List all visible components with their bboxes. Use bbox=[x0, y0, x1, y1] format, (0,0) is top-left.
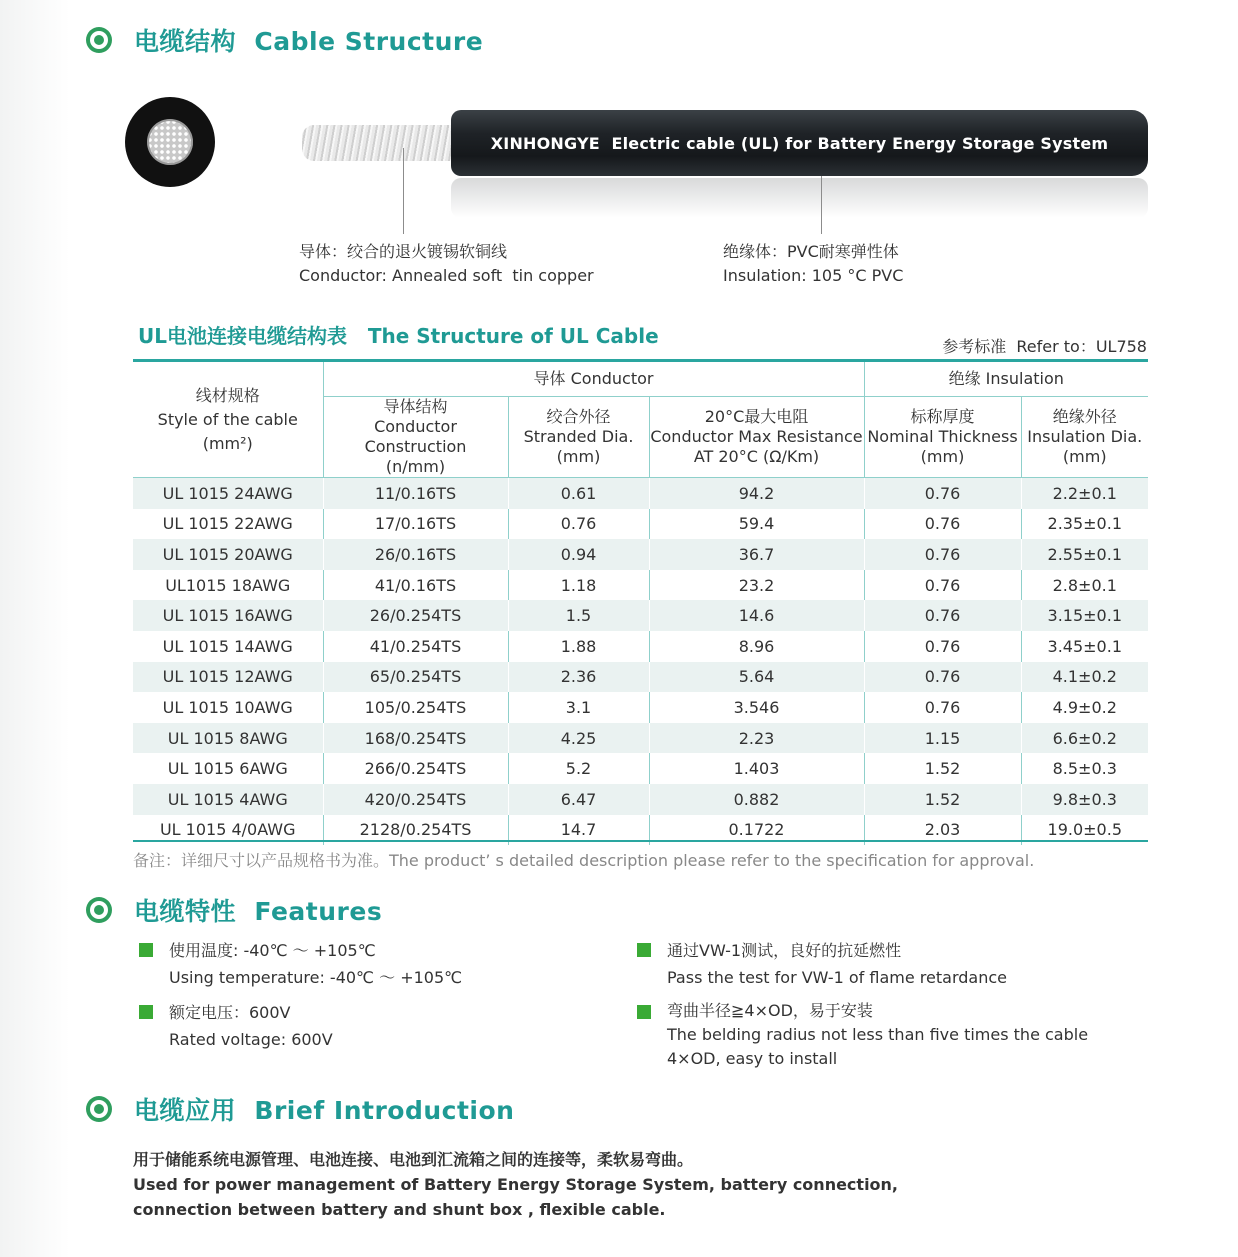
cell-construction: 11/0.16TS bbox=[323, 478, 508, 509]
cell-insulation-dia: 19.0±0.5 bbox=[1021, 815, 1148, 846]
section-header-structure bbox=[86, 22, 483, 58]
green-square-icon bbox=[139, 943, 153, 957]
header-cn: 20°C最大电阻 bbox=[704, 407, 809, 426]
cell-thickness: 0.76 bbox=[864, 539, 1021, 570]
cell-thickness: 0.76 bbox=[864, 631, 1021, 662]
header-unit: AT 20°C (Ω/Km) bbox=[693, 447, 820, 466]
header-stranded-dia bbox=[508, 397, 649, 478]
cell-style: UL 1015 14AWG bbox=[133, 631, 323, 662]
cell-style: UL1015 18AWG bbox=[133, 570, 323, 601]
cell-thickness: 0.76 bbox=[864, 600, 1021, 631]
cell-insulation-dia: 2.55±0.1 bbox=[1021, 539, 1148, 570]
cell-thickness: 0.76 bbox=[864, 509, 1021, 540]
cell-stranded-dia: 2.36 bbox=[508, 662, 649, 693]
cell-resistance: 2.23 bbox=[649, 723, 864, 754]
cell-resistance: 1.403 bbox=[649, 753, 864, 784]
intro-text: 用于储能系统电源管理、电池连接、电池到汇流箱之间的连接等，柔软易弯曲。 Used for power management of Battery Energy Storage System, battery connection, connection between battery and shunt box , flexible cable. bbox=[133, 1150, 899, 1219]
cell-resistance: 59.4 bbox=[649, 509, 864, 540]
cell-stranded-dia: 6.47 bbox=[508, 784, 649, 815]
table-row bbox=[133, 600, 1148, 631]
cable-jacket-image bbox=[451, 110, 1148, 176]
table-row bbox=[133, 723, 1148, 754]
ring-bullet-icon bbox=[86, 897, 112, 923]
cell-thickness: 0.76 bbox=[864, 478, 1021, 509]
conductor-callout-cn: 导体：绞合的退火镀锡软铜线 bbox=[299, 242, 508, 261]
ring-bullet-icon bbox=[86, 1096, 112, 1122]
cell-construction: 26/0.254TS bbox=[323, 600, 508, 631]
section-header-intro bbox=[86, 1091, 514, 1127]
cell-resistance: 23.2 bbox=[649, 570, 864, 601]
header-style-unit: (mm²) bbox=[202, 433, 253, 453]
conductor-callout-line bbox=[403, 148, 404, 234]
header-max-resistance bbox=[649, 397, 864, 478]
cell-construction: 266/0.254TS bbox=[323, 753, 508, 784]
table-note: 备注：详细尺寸以产品规格书为准。The product’ s detailed description please refer to the specification for approval. bbox=[133, 851, 1035, 870]
cell-stranded-dia: 1.18 bbox=[508, 570, 649, 601]
cell-insulation-dia: 3.45±0.1 bbox=[1021, 631, 1148, 662]
cell-insulation-dia: 8.5±0.3 bbox=[1021, 753, 1148, 784]
cell-insulation-dia: 4.9±0.2 bbox=[1021, 692, 1148, 723]
cell-insulation-dia: 3.15±0.1 bbox=[1021, 600, 1148, 631]
feature-item-bend-radius bbox=[637, 999, 1088, 1071]
cell-thickness: 0.76 bbox=[864, 692, 1021, 723]
cell-resistance: 3.546 bbox=[649, 692, 864, 723]
header-unit: (mm) bbox=[920, 447, 965, 466]
cell-insulation-dia: 2.8±0.1 bbox=[1021, 570, 1148, 601]
table-title: UL电池连接电缆结构表 The Structure of UL Cable bbox=[138, 324, 659, 348]
insulation-callout-en: Insulation: 105 °C PVC bbox=[723, 266, 904, 285]
header-unit: (mm) bbox=[556, 447, 601, 466]
cell-resistance: 8.96 bbox=[649, 631, 864, 662]
conductor-callout bbox=[299, 240, 594, 288]
table-row bbox=[133, 478, 1148, 509]
table-row bbox=[133, 753, 1148, 784]
header-construction bbox=[323, 397, 508, 478]
cell-thickness: 0.76 bbox=[864, 662, 1021, 693]
cell-style: UL 1015 4/0AWG bbox=[133, 815, 323, 846]
header-en: Conductor Construction bbox=[364, 417, 467, 456]
cell-insulation-dia: 2.2±0.1 bbox=[1021, 478, 1148, 509]
section-title-intro: 电缆应用 Brief Introduction bbox=[134, 1096, 515, 1125]
cell-resistance: 0.882 bbox=[649, 784, 864, 815]
feature-text: 额定电压：600V Rated voltage: 600V bbox=[169, 1003, 333, 1049]
feature-item-voltage bbox=[139, 999, 333, 1053]
cell-construction: 168/0.254TS bbox=[323, 723, 508, 754]
section-title-structure: 电缆结构 Cable Structure bbox=[134, 27, 484, 56]
cell-insulation-dia: 2.35±0.1 bbox=[1021, 509, 1148, 540]
cell-style: UL 1015 4AWG bbox=[133, 784, 323, 815]
section-title-features: 电缆特性 Features bbox=[134, 897, 383, 926]
cell-style: UL 1015 24AWG bbox=[133, 478, 323, 509]
table-row bbox=[133, 631, 1148, 662]
header-en: Conductor Max Resistance bbox=[650, 427, 863, 446]
header-en: Nominal Thickness bbox=[867, 427, 1018, 446]
table-row bbox=[133, 570, 1148, 601]
cell-stranded-dia: 1.88 bbox=[508, 631, 649, 662]
table-bottom-rule bbox=[133, 840, 1148, 842]
stranded-conductor-image bbox=[302, 125, 460, 161]
page-left-shade bbox=[0, 0, 70, 1257]
cell-thickness: 1.15 bbox=[864, 723, 1021, 754]
cell-construction: 41/0.254TS bbox=[323, 631, 508, 662]
green-square-icon bbox=[139, 1005, 153, 1019]
cell-stranded-dia: 0.61 bbox=[508, 478, 649, 509]
conductor-callout-en: Conductor: Annealed soft tin copper bbox=[299, 266, 594, 285]
header-unit: (mm) bbox=[1062, 447, 1107, 466]
cell-resistance: 36.7 bbox=[649, 539, 864, 570]
header-group-insulation: 绝缘 Insulation bbox=[864, 362, 1148, 397]
insulation-callout-line bbox=[821, 176, 822, 234]
cell-insulation-dia: 6.6±0.2 bbox=[1021, 723, 1148, 754]
section-header-features bbox=[86, 892, 382, 928]
cell-construction: 17/0.16TS bbox=[323, 509, 508, 540]
insulation-callout bbox=[723, 240, 903, 288]
cell-stranded-dia: 0.76 bbox=[508, 509, 649, 540]
header-insulation-dia bbox=[1021, 397, 1148, 478]
header-cn: 导体结构 bbox=[383, 397, 448, 416]
cell-style: UL 1015 16AWG bbox=[133, 600, 323, 631]
cable-cross-section-icon bbox=[125, 97, 215, 187]
cell-stranded-dia: 3.1 bbox=[508, 692, 649, 723]
feature-item-temperature bbox=[139, 937, 462, 991]
cell-resistance: 94.2 bbox=[649, 478, 864, 509]
cell-construction: 65/0.254TS bbox=[323, 662, 508, 693]
green-square-icon bbox=[637, 943, 651, 957]
cell-style: UL 1015 6AWG bbox=[133, 753, 323, 784]
spec-table bbox=[133, 362, 1148, 845]
refer-standard: 参考标准 Refer to：UL758 bbox=[942, 337, 1147, 356]
ring-bullet-icon bbox=[86, 27, 112, 53]
header-cn: 绝缘外径 bbox=[1052, 407, 1117, 426]
cell-resistance: 14.6 bbox=[649, 600, 864, 631]
cell-style: UL 1015 8AWG bbox=[133, 723, 323, 754]
cable-print-text: XINHONGYE Electric cable (UL) for Battery Energy Storage System bbox=[490, 133, 1109, 153]
cell-resistance: 0.1722 bbox=[649, 815, 864, 846]
cell-style: UL 1015 20AWG bbox=[133, 539, 323, 570]
insulation-callout-cn: 绝缘体：PVC耐寒弹性体 bbox=[723, 242, 899, 261]
cell-style: UL 1015 22AWG bbox=[133, 509, 323, 540]
feature-item-vw1 bbox=[637, 937, 1007, 991]
header-style bbox=[133, 362, 323, 478]
cell-stranded-dia: 1.5 bbox=[508, 600, 649, 631]
feature-text: 通过VW-1测试，良好的抗延燃性 Pass the test for VW-1 of flame retardance bbox=[667, 941, 1007, 987]
table-row bbox=[133, 662, 1148, 693]
cell-stranded-dia: 5.2 bbox=[508, 753, 649, 784]
header-cn: 标称厚度 bbox=[910, 407, 975, 426]
cell-insulation-dia: 4.1±0.2 bbox=[1021, 662, 1148, 693]
cell-thickness: 1.52 bbox=[864, 784, 1021, 815]
table-row bbox=[133, 539, 1148, 570]
green-square-icon bbox=[637, 1005, 651, 1019]
feature-text: 弯曲半径≧4×OD，易于安装 The belding radius not less than five times the cable 4×OD, easy to install bbox=[667, 1001, 1089, 1068]
cell-construction: 2128/0.254TS bbox=[323, 815, 508, 846]
cell-stranded-dia: 0.94 bbox=[508, 539, 649, 570]
cell-resistance: 5.64 bbox=[649, 662, 864, 693]
cell-insulation-dia: 9.8±0.3 bbox=[1021, 784, 1148, 815]
cell-thickness: 2.03 bbox=[864, 815, 1021, 846]
header-style-en: Style of the cable bbox=[157, 409, 298, 429]
cell-stranded-dia: 14.7 bbox=[508, 815, 649, 846]
cell-construction: 41/0.16TS bbox=[323, 570, 508, 601]
header-en: Stranded Dia. bbox=[523, 427, 634, 446]
header-unit: (n/mm) bbox=[385, 457, 446, 476]
feature-text: 使用温度: -40℃ ～ +105℃ Using temperature: -40℃ ～ +105℃ bbox=[169, 941, 463, 987]
cell-style: UL 1015 12AWG bbox=[133, 662, 323, 693]
header-nominal-thickness bbox=[864, 397, 1021, 478]
header-cn: 绞合外径 bbox=[546, 407, 611, 426]
table-row bbox=[133, 784, 1148, 815]
cell-style: UL 1015 10AWG bbox=[133, 692, 323, 723]
header-style-cn: 线材规格 bbox=[195, 385, 260, 405]
cell-thickness: 1.52 bbox=[864, 753, 1021, 784]
conductor-core-icon bbox=[147, 119, 193, 165]
header-en: Insulation Dia. bbox=[1027, 427, 1143, 446]
header-group-conductor: 导体 Conductor bbox=[323, 362, 864, 397]
cable-reflection bbox=[451, 178, 1148, 218]
cell-thickness: 0.76 bbox=[864, 570, 1021, 601]
table-row bbox=[133, 692, 1148, 723]
cell-construction: 26/0.16TS bbox=[323, 539, 508, 570]
cell-stranded-dia: 4.25 bbox=[508, 723, 649, 754]
cell-construction: 420/0.254TS bbox=[323, 784, 508, 815]
table-row bbox=[133, 509, 1148, 540]
cell-construction: 105/0.254TS bbox=[323, 692, 508, 723]
